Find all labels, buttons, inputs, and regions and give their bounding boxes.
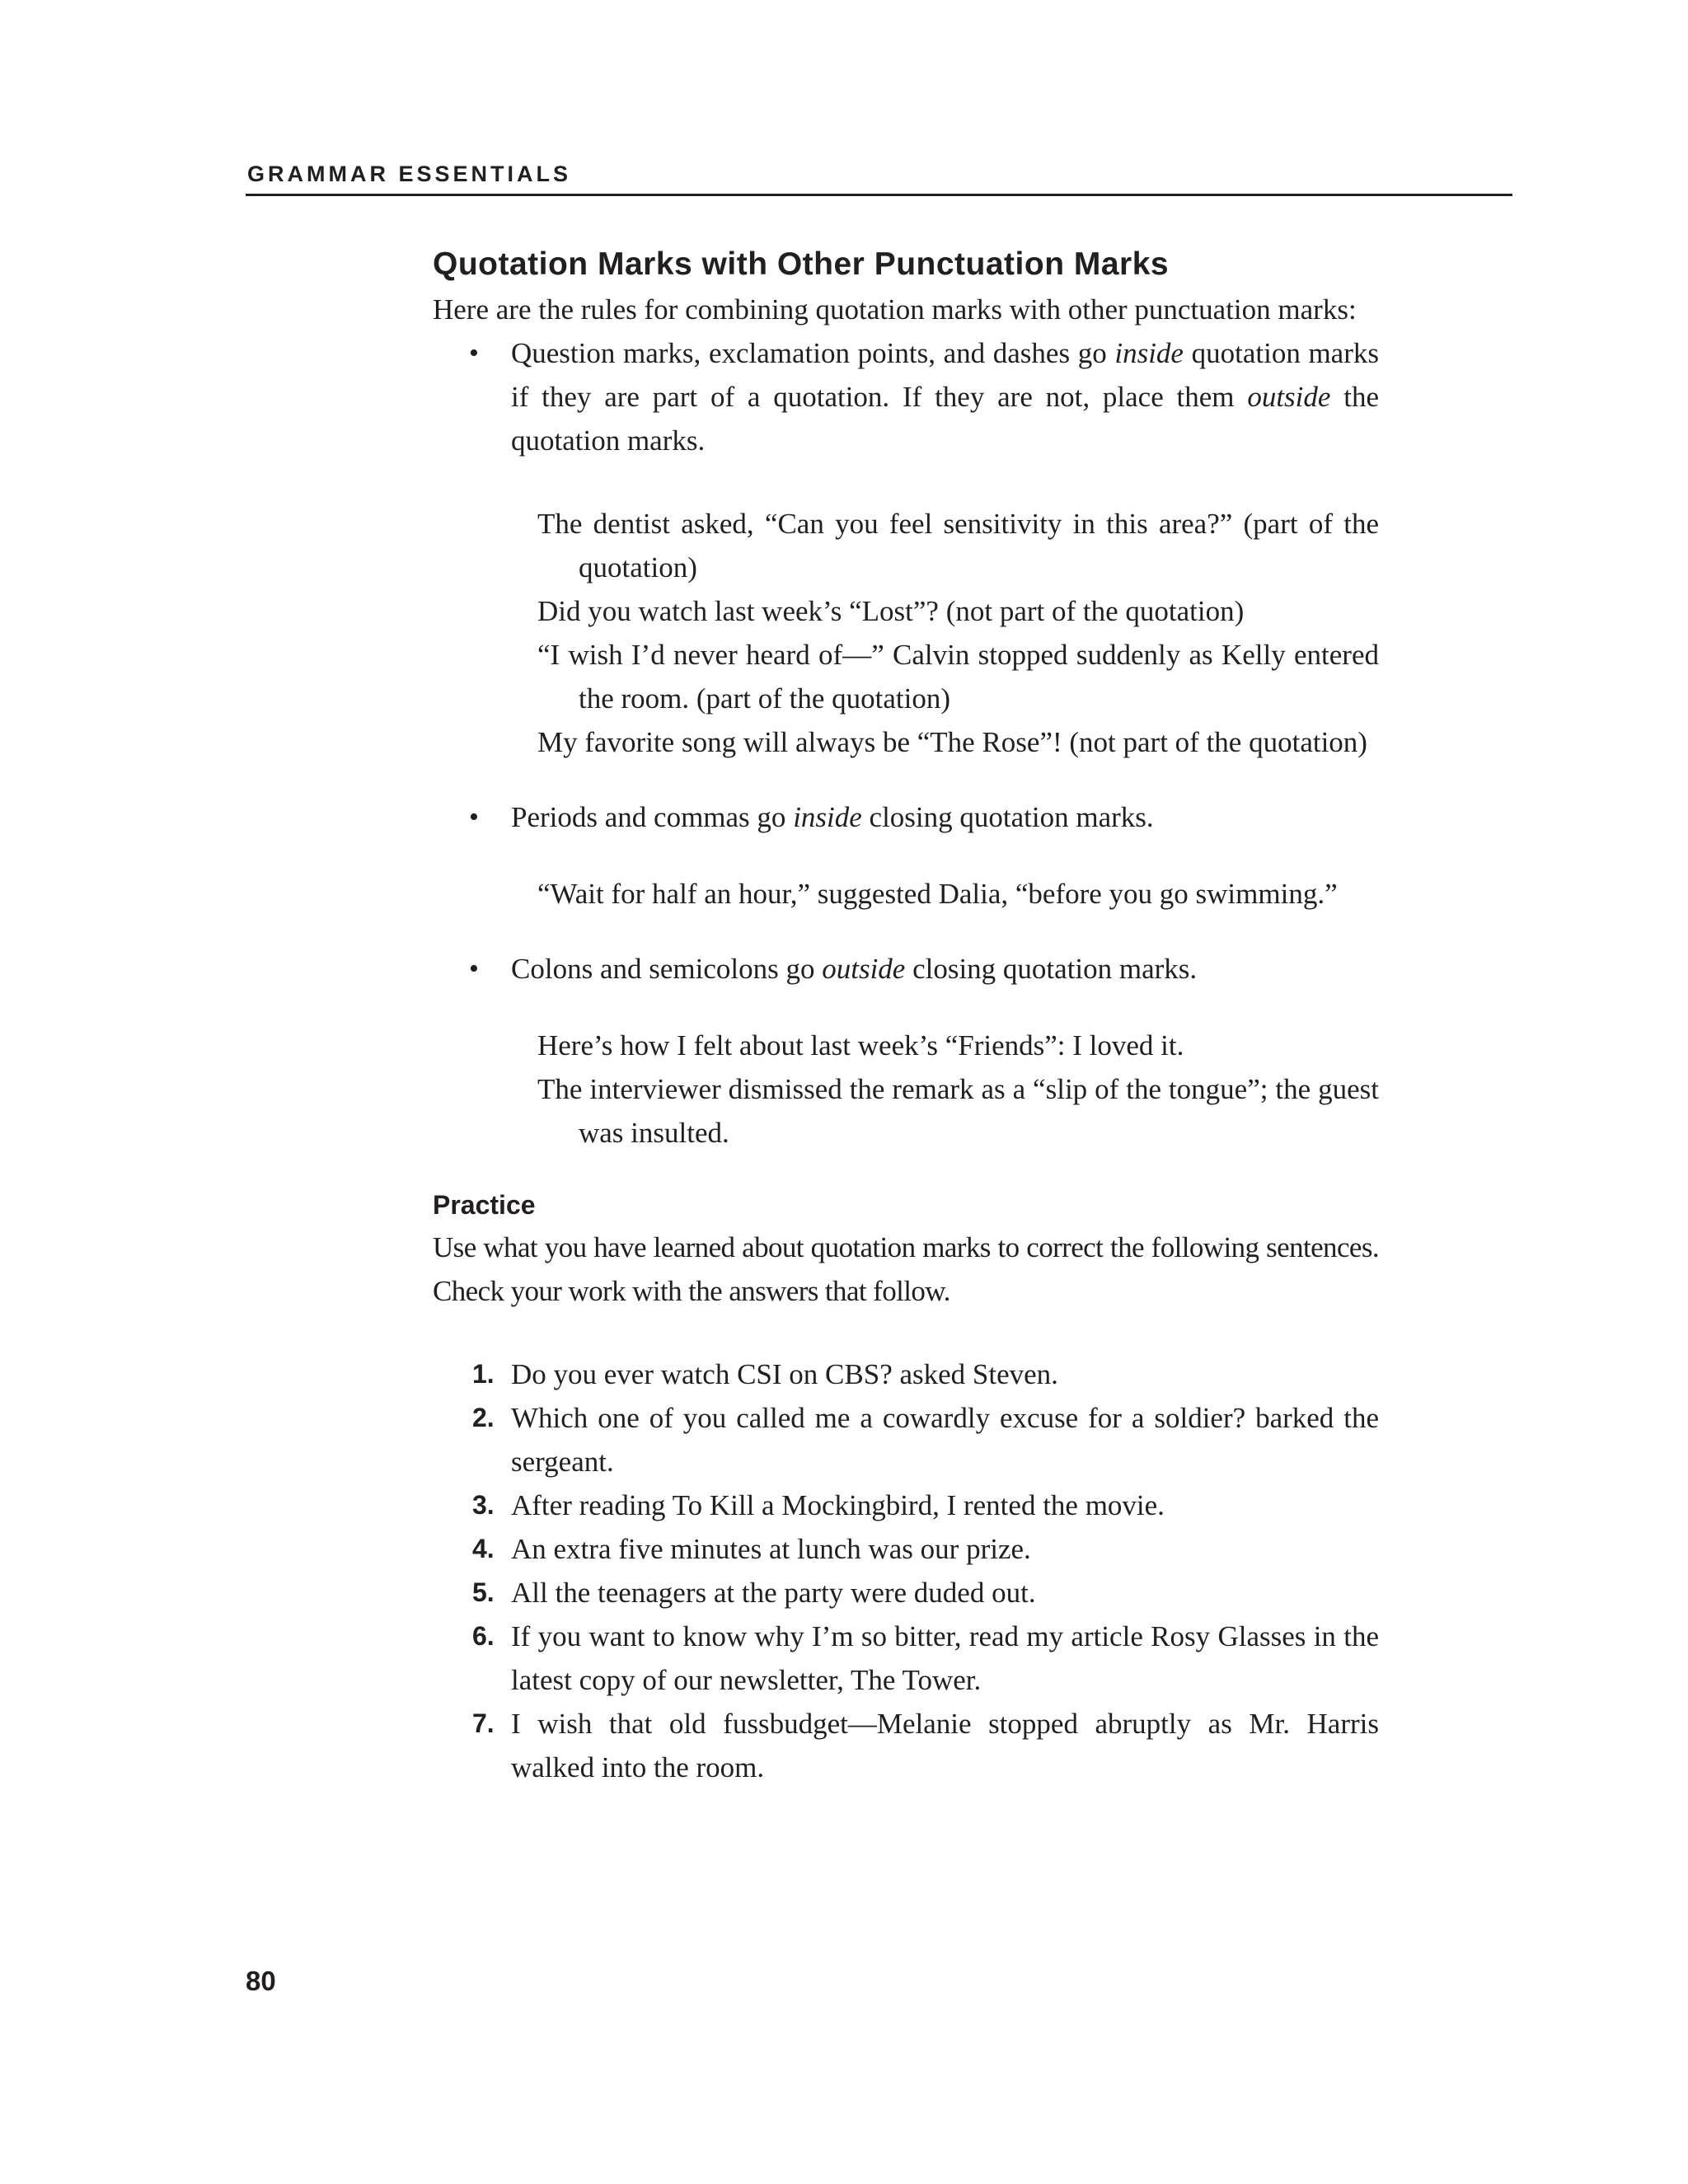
item-number: 2. xyxy=(472,1403,495,1432)
example-sentence: “Wait for half an hour,” suggested Dalia, “before you go swimming.” xyxy=(537,878,1338,910)
item-text: Do you ever watch CSI on CBS? asked Steven. xyxy=(511,1358,1058,1390)
example-sentence: The interviewer dismissed the remark as a “slip of the tongue”; the guest was insulted. xyxy=(537,1073,1379,1149)
item-text: Which one of you called me a cowardly excuse for a soldier? barked the sergeant. xyxy=(511,1402,1379,1478)
rule-text: Periods and commas go inside closing quotation marks. xyxy=(511,801,1154,833)
item-text: If you want to know why I’m so bitter, read my article Rosy Glasses in the latest copy of our newsletter, The Tower. xyxy=(511,1620,1379,1696)
item-number: 7. xyxy=(472,1708,495,1738)
bullet-icon: • xyxy=(469,338,479,368)
list-item xyxy=(433,1483,1379,1527)
item-text: An extra five minutes at lunch was our prize. xyxy=(511,1533,1031,1565)
list-item xyxy=(433,1615,1379,1702)
page-number: 80 xyxy=(246,1966,276,1996)
practice-heading: Practice xyxy=(433,1190,536,1220)
item-number: 3. xyxy=(472,1490,495,1520)
list-item xyxy=(433,1702,1379,1789)
example-sentence: The dentist asked, “Can you feel sensitivity in this area?” (part of the quotation) xyxy=(537,508,1379,583)
section-title: Quotation Marks with Other Punctuation Marks xyxy=(433,246,1170,282)
rule-item xyxy=(433,795,1379,839)
practice-list xyxy=(433,1352,1379,1789)
running-head: GRAMMAR ESSENTIALS xyxy=(247,162,572,186)
item-number: 5. xyxy=(472,1577,495,1607)
example-sentence: “I wish I’d never heard of—” Calvin stopped suddenly as Kelly entered the room. (part of the quotation) xyxy=(537,639,1379,715)
example-sentence: Here’s how I felt about last week’s “Friends”: I loved it. xyxy=(537,1029,1184,1062)
rule-list xyxy=(433,331,1379,462)
page-content xyxy=(433,241,1379,1789)
example-sentence: Did you watch last week’s “Lost”? (not part of the quotation) xyxy=(537,595,1245,627)
example-group xyxy=(433,1024,1379,1155)
example-sentence: My favorite song will always be “The Rose”! (not part of the quotation) xyxy=(537,726,1367,758)
list-item xyxy=(433,1396,1379,1483)
bullet-icon: • xyxy=(469,954,479,984)
item-number: 1. xyxy=(472,1359,495,1389)
item-number: 4. xyxy=(472,1534,495,1563)
practice-intro: Use what you have learned about quotation marks to correct the following sentences. Check your work with the answers that follow. xyxy=(433,1231,1379,1307)
rule-text: Question marks, exclamation points, and dashes go inside quotation marks if they are part of a quotation. If they are not, place them outside the quotation marks. xyxy=(511,337,1379,457)
item-text: I wish that old fussbudget—Melanie stopped abruptly as Mr. Harris walked into the room. xyxy=(511,1708,1379,1783)
rule-list xyxy=(433,947,1379,991)
list-item xyxy=(433,1352,1379,1396)
item-number: 6. xyxy=(472,1621,495,1651)
item-text: All the teenagers at the party were duded out. xyxy=(511,1577,1036,1609)
rule-list xyxy=(433,795,1379,839)
example-group xyxy=(433,502,1379,764)
rule-text: Colons and semicolons go outside closing quotation marks. xyxy=(511,953,1198,985)
bullet-icon: • xyxy=(469,802,479,832)
list-item xyxy=(433,1527,1379,1571)
rule-item xyxy=(433,947,1379,991)
example-group xyxy=(433,872,1379,916)
item-text: After reading To Kill a Mockingbird, I rented the movie. xyxy=(511,1489,1165,1521)
header-rule xyxy=(246,194,1512,196)
section-intro: Here are the rules for combining quotation marks with other punctuation marks: xyxy=(433,293,1357,326)
rule-item xyxy=(433,331,1379,462)
list-item xyxy=(433,1571,1379,1615)
